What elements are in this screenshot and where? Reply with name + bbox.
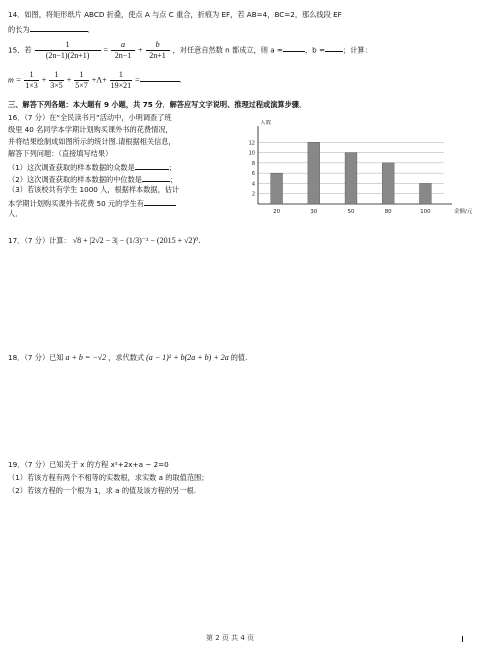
q15-left-fraction (35, 40, 101, 61)
q15-term3: $\frac{1}{5\times 7}$ (75, 70, 88, 90)
q18-label: 18．（7 分）已知 (8, 353, 64, 362)
q15-dots: +Λ+ (91, 75, 107, 85)
q16-q1-text: （1）这次调查获取的样本数据的众数是 (8, 163, 135, 172)
q16-line2: 级里 40 名同学本学期计划购买课外书的花费情况， (8, 125, 173, 134)
chart-ytick-label: 12 (248, 140, 255, 147)
q14-line2-text: 的长为 (8, 25, 30, 34)
chart-bar-80 (382, 163, 394, 204)
chart-bar-30 (308, 142, 320, 204)
q18-condition: a + b = −√2 (65, 353, 107, 362)
q15-term2-den: 3×5 (50, 81, 63, 90)
q16-q1-semi: ； (168, 163, 176, 172)
q15-term2: $\frac{1}{3\times 5}$ (50, 70, 63, 90)
q19-line3: （2）若该方程的一个根为 1，求 a 的值及该方程的另一根. (8, 486, 197, 495)
chart-ytick-label: 2 (251, 191, 255, 198)
q15-a-numerator: a (111, 40, 135, 51)
q14-line1: 14．如图，将矩形纸片 ABCD 折叠，使点 A 与点 C 重合，折痕为 EF，若 AB=4，BC=2，那么线段 EF (8, 10, 342, 19)
q15-term1-den: 1×3 (25, 81, 38, 90)
page-footer: 第 2 页 共 4 页 (206, 634, 255, 642)
q15-plus: + (138, 45, 143, 55)
q15-b-blank (325, 43, 343, 52)
q16-line6 (8, 173, 177, 184)
q17-expression: √8 + |2√2 − 3| − (1/3)⁻¹ − (2015 + √2)⁰. (72, 236, 201, 245)
q15-m-equals: m = (8, 75, 22, 85)
q15-left-numerator: 1 (35, 40, 101, 51)
q16-q3-text: 本学期计划购买课外书花费 50 元的学生有 (8, 199, 144, 208)
chart-xtick-label: 20 (273, 209, 281, 215)
q15-final-equals: = (135, 75, 140, 85)
q16-line3: 并将结果绘制成如图所示的统计图.请根据相关信息， (8, 137, 176, 146)
q19-line2: （1）若该方程有两个不相等的实数根，求实数 a 的取值范围； (8, 473, 209, 482)
q15-a-denominator: 2n−1 (114, 51, 132, 60)
q15-line2: m = $\frac{1}{1\times 3}$ + $\frac{1}{3\times 5}$ + $\frac{1}{5\times 7}$ +Λ+ $\frac{1}{19\times 21}$ = . (8, 70, 182, 90)
chart-xtick-label: 30 (310, 209, 318, 215)
chart-bar-50 (345, 153, 357, 204)
q16-line5 (8, 161, 176, 172)
q15-period: . (179, 75, 182, 85)
q19-line1: 19．（7 分）已知关于 x 的方程 x²+2x+a − 2=0 (8, 460, 169, 469)
q16-line9: 人． (8, 209, 23, 218)
q15-b-fraction (146, 40, 170, 61)
q18-line (8, 351, 247, 365)
chart-ytick-label: 10 (248, 150, 255, 157)
q15-line1 (8, 40, 372, 61)
chart-bar-100 (419, 183, 431, 204)
q15-term3-den: 5×7 (75, 81, 88, 90)
q15-calc-label: ；计算： (343, 45, 372, 55)
q15-m-blank (140, 73, 182, 85)
q14-answer-blank (30, 23, 88, 32)
q18-expression: (a − 1)² + b(2a + b) + 2a (146, 353, 229, 362)
chart-bar-20 (271, 173, 283, 204)
q15-label: 15．若 (8, 45, 32, 55)
q18-mid-text: ，求代数式 (108, 353, 145, 362)
chart-xtick-label: 50 (347, 209, 355, 215)
chart-xtick-label: 80 (384, 209, 392, 215)
q15-term4: $\frac{1}{19\times 21}$ (110, 70, 132, 90)
q16-line8 (8, 197, 176, 208)
q18-tail: 的值. (230, 353, 248, 362)
q15-a-fraction (111, 40, 135, 61)
chart-ytick-label: 4 (251, 181, 255, 188)
page-corner-mark (462, 636, 463, 642)
q16-line1: 16．（7 分）在“全民读书月”活动中，小明调查了班 (8, 113, 172, 122)
q15-condition-text: ，对任意自然数 n 都成立，则 a = (172, 45, 283, 55)
q16-q2-semi: ； (169, 175, 178, 184)
q16-q3-blank (144, 197, 176, 206)
q15-a-blank (283, 43, 305, 52)
chart-ytick-label: 6 (251, 171, 255, 178)
q14-line2: 的长为 ． (8, 25, 95, 34)
q17-label: 17．（7 分）计算： (8, 236, 71, 245)
q16-q1-blank (135, 161, 169, 170)
q15-b-denominator: 2n+1 (149, 51, 166, 60)
chart-ylabel: 人数 (260, 120, 272, 126)
q15-b-numerator: b (146, 40, 170, 51)
chart-xtick-label: 100 (420, 209, 431, 215)
q15-term4-den: 19×21 (110, 81, 132, 90)
q16-line7: （3）若该校共有学生 1000 人，根据样本数据，估计 (8, 185, 180, 194)
q16-line4: 解答下列问题：（直接填写结果） (8, 149, 113, 158)
q15-equals: = (103, 45, 109, 55)
q15-b-label: ，b = (304, 45, 325, 55)
q17-line (8, 234, 200, 248)
q16-q2-blank (142, 173, 170, 182)
q16-q2-text: （2）这次调查获取的样本数据的中位数是 (8, 175, 142, 184)
bar-chart (246, 120, 478, 220)
section3-heading: 三、解答下列各题：本大题有 9 小题，共 75 分．解答应写文字说明、推理过程或演算步骤． (8, 100, 307, 109)
q15-term1: $\frac{1}{1\times 3}$ (25, 70, 38, 90)
chart-ytick-label: 8 (251, 160, 255, 167)
chart-xlabel: 金额/元 (454, 209, 473, 215)
q15-left-denominator: (2n−1)(2n+1) (45, 51, 90, 60)
